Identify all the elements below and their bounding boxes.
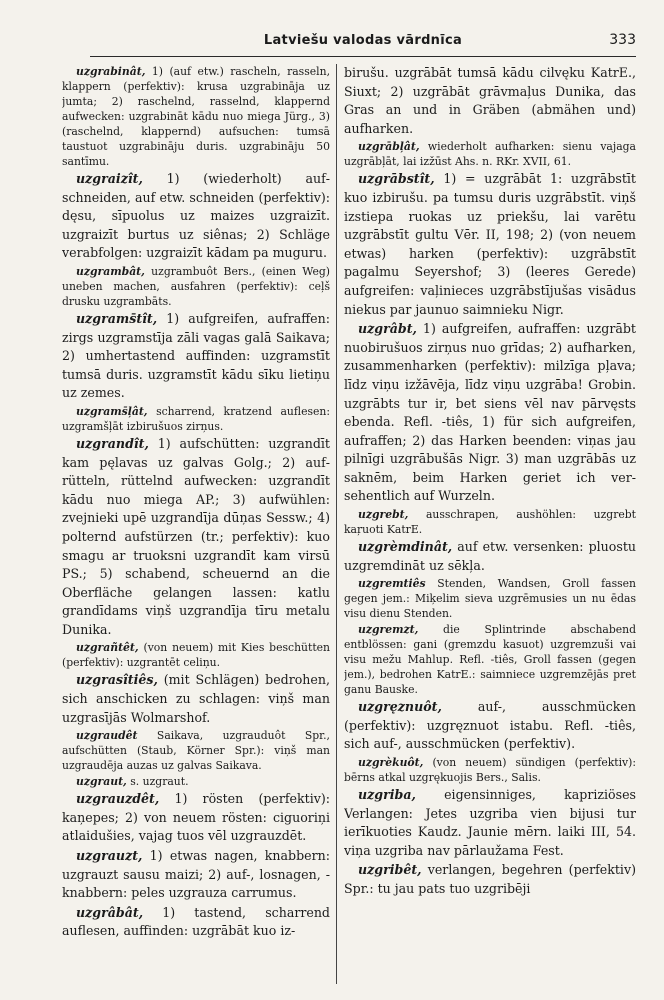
column-divider (336, 64, 337, 984)
entry-definition: 1) = uzgrābāt 1: uzgrābstīt kuo izbirušu. pa tumsu duris uzgrābstīt. viņš izstiepa ruokas uz priekšu, lai varētu uzgrābstīt gultu Vēr. II, 198; 2) (von neuem etwas) harken (perfektiv): uzgrābstīt pagalmu Seyershof; 3) (leeres Gerede) aufgreifen: vaļinieces uzgrābstījušas visādus niekus par jaunuo saimnieku Nigr. (344, 171, 636, 317)
entry-headword: uzgrebt, (358, 508, 409, 522)
entry-headword: uzgrams̄tît, (76, 310, 158, 326)
entry-definition: uzgrambuôt Bers., (einen Weg) uneben machen, ausfahren (perfektiv): ceļš drusku uzgrambāts. (62, 264, 330, 308)
dictionary-entry (344, 139, 636, 169)
entry-headword: uzgrābļât, (358, 140, 420, 154)
dictionary-entry (344, 64, 636, 138)
entry-headword: uzgrauzt, (76, 848, 143, 864)
dictionary-entry (344, 170, 636, 319)
entry-headword: uzgrasîtiês, (76, 672, 158, 688)
dictionary-entry (62, 904, 330, 941)
right-column (344, 64, 636, 994)
entry-headword: uzgrañtêt, (76, 641, 139, 655)
entry-definition: Stenden, Wandsen, Groll fassen gegen jem.: Miķelim sieva uzgrēmusies un nu ēdas visu dienu Stenden. (344, 577, 636, 621)
entry-headword: uzgriba, (358, 787, 416, 803)
entry-headword: uzgribêt, (358, 862, 422, 878)
dictionary-entry (62, 264, 330, 309)
page-header (90, 30, 636, 57)
dictionary-entry (344, 786, 636, 860)
dictionary-entry (62, 774, 330, 789)
entry-definition: verlangen, begehren (perfektiv) Spr.: tu jau pats tuo uzgribēji (344, 862, 636, 896)
dictionary-entry (62, 64, 330, 169)
entry-definition: (von neuem) sündigen (perfektiv): bērns atkal uzgrękuojis Bers., Salis. (344, 756, 636, 785)
entry-headword: uzgrambât, (76, 264, 145, 278)
dictionary-entry (62, 640, 330, 670)
entry-definition: 1) (auf etw.) rascheln, rasseln, klappern (perfektiv): krusa uzgrabināja uz jumta; 2) raschelnd, rasselnd, klappernd aufwecken: uzgrabināt kādu nuo miega Jürg., 3) (raschelnd, klappernd) aufsuchen: tumsā taustuot uzgrabināju duris. uzgrabināju 50 santīmu. (62, 65, 330, 168)
dictionary-entry (344, 576, 636, 621)
dictionary-entry (344, 622, 636, 697)
entry-definition: (von neuem) mit Kies beschütten (perfektiv): uzgrantēt celiņu. (62, 641, 330, 670)
entry-headword: uzgrandît, (76, 435, 149, 451)
dictionary-entry (344, 755, 636, 785)
dictionary-entry (344, 507, 636, 537)
entry-headword: uzgręznuôt, (358, 699, 442, 715)
page-number: 333 (609, 32, 636, 48)
entry-definition: 1) aufgreifen, aufraffen: uzgrābt nuobirušuos zirņus nuo grīdas; 2) aufharken, zusammenharken (perfektiv): milzīga pļava; līdz viņu izžāvēja, līdz viņu uzgrāba! Grobin. uzgrābts tur ir, bet siens vēl nav pārvęsts ebenda. Refl. -tiês, 1) für sich aufgreifen, aufraffen; 2) das Harken beenden: viņas jau pilnīgi uzgrābušās Nigr. 3) man uzgrābās uz saknēm, beim Harken geriet ich versehentlich auf Wurzeln. (344, 321, 636, 504)
dictionary-entry (62, 170, 330, 263)
entry-headword: uzgremtiês (358, 577, 426, 591)
entry-definition: (mit Schlägen) bedrohen, sich anschicken zu schlagen: viņš man uzgrasījās Wolmarshof. (62, 672, 330, 725)
dictionary-entry (62, 671, 330, 727)
entry-definition: auf etw. versenken: pluostu uzgremdināt uz sēkļa. (344, 539, 636, 573)
dictionary-entry (62, 435, 330, 640)
entry-definition: s. uzgraut. (126, 775, 189, 789)
entry-definition: ausschrapen, aushöhlen: uzgrebt kaŗuoti KatrE. (344, 508, 636, 537)
dictionary-entry (344, 698, 636, 754)
entry-headword: uzgrèkuôt, (358, 756, 424, 770)
entry-headword: uzgrams̄ļât, (76, 404, 148, 418)
entry-definition: scharrend, kratzend auflesen: uzgramšļāt izbirušuos zirņus. (62, 404, 330, 433)
entry-definition: eigensinniges, kapriziöses Verlangen: Jetes uzgriba vien bijusi tur ierīkuoties Kaudz. Jaunie mērn. laiki III, 54. viņa uzgriba nav pārlaužama Fest. (344, 787, 636, 858)
entry-headword: uzgrābstît, (358, 171, 435, 187)
entry-definition: 1) (wiederholt) aufschneiden, auf etw. schneiden (perfektiv): dęsu, sīpuolus uz maizes uzgraizīt. uzgraizīt burtus uz siênas; 2) Schläge verabfolgen: uzgraizīt kādam pa muguru. (62, 171, 330, 261)
dictionary-entry (344, 538, 636, 575)
dictionary-entry (344, 861, 636, 898)
entry-definition: 1) aufgreifen, aufraffen: zirgs uzgramstīja zāli vagas galā Saikava; 2) umhertastend auffinden: uzgramstīt tumsā duris. uzgramstīt kādu sīku lietiņu uz zemes. (62, 310, 330, 401)
entry-definition: die Splintrinde abschabend entblössen: gani (gremzdu kasuot) uzgremzuši vai visu mežu Mahlup. Refl. -tiês, Groll fassen (gegen jem.), bedrohen KatrE.: saimniece uzgremzējās pret ganu Bauske. (344, 623, 636, 697)
entry-definition: birušu. uzgrābāt tumsā kādu cilvęku KatrE., Siuxt; 2) uzgrābāt grāvmaļus Dunika, das Gras an und in Gräben (abmähen und) aufharken. (344, 65, 636, 136)
entry-definition: 1) etwas nagen, knabbern: uzgrauzt sausu maizi; 2) auf-, losnagen, -knabbern: peles uzgrauza carrumus. (62, 848, 330, 901)
entry-definition: auf-, ausschmücken (perfektiv): uzgręznuot istabu. Refl. -tiês, sich auf-, ausschmücken (perfektiv). (344, 699, 636, 752)
entry-headword: uzgrauzdêt, (76, 791, 160, 807)
entry-headword: uzgrèmdinât, (358, 539, 453, 555)
entry-headword: uzgrabinât, (76, 65, 146, 78)
entry-headword: uzgraudêt (76, 729, 138, 743)
dictionary-entry (62, 310, 330, 403)
entry-headword: uzgrâbât, (76, 904, 144, 920)
entry-definition: Saikava, uzgrauduôt Spr., aufschütten (Staub, Körner Spr.): viņš man uzgraudēja auzas uz galvas Saikava. (62, 729, 330, 773)
dictionary-entry (62, 404, 330, 434)
left-column (62, 64, 330, 994)
entry-definition: 1) rösten (perfektiv): kaņepes; 2) von neuem rösten: ciguoriņi atlaidušies, vajag tuos vēl uzgrauzdēt. (62, 791, 330, 844)
dictionary-entry (62, 790, 330, 846)
entry-headword: uzgrâbt, (358, 321, 417, 337)
running-title: Latviešu valodas vārdnīca (263, 33, 463, 48)
entry-definition: 1) tastend, scharrend auflesen, auffinden: uzgrābāt kuo iz- (62, 904, 330, 939)
dictionary-entry (62, 847, 330, 903)
entry-headword: uzgraizît, (76, 171, 143, 186)
dictionary-entry (344, 320, 636, 506)
entry-definition: wiederholt aufharken: sienu vajaga uzgrābļāt, lai izžūst Ahs. n. RKr. XVII, 61. (344, 140, 636, 169)
entry-definition: 1) aufschütten: uzgrandīt kam pęlavas uz galvas Golg.; 2) aufrütteln, rüttelnd aufwecken: uzgrandīt kādu nuo miega AP.; 3) aufwühlen: zvejnieki upē uzgrandīja dūņas Sessw.; 4) polternd aufstürzen (tr.; perfektiv): kuo smagu ar truoksni uzgrandīt kam virsū PS.; 5) schabend, scheuernd an die Oberfläche gelangen lassen: katlu grandīdams viņš uzgrandīja tīru metalu Dunika. (62, 435, 330, 637)
entry-headword: uzgremzt, (358, 623, 419, 637)
entry-headword: uzgraut, (76, 775, 127, 789)
dictionary-entry (62, 728, 330, 773)
